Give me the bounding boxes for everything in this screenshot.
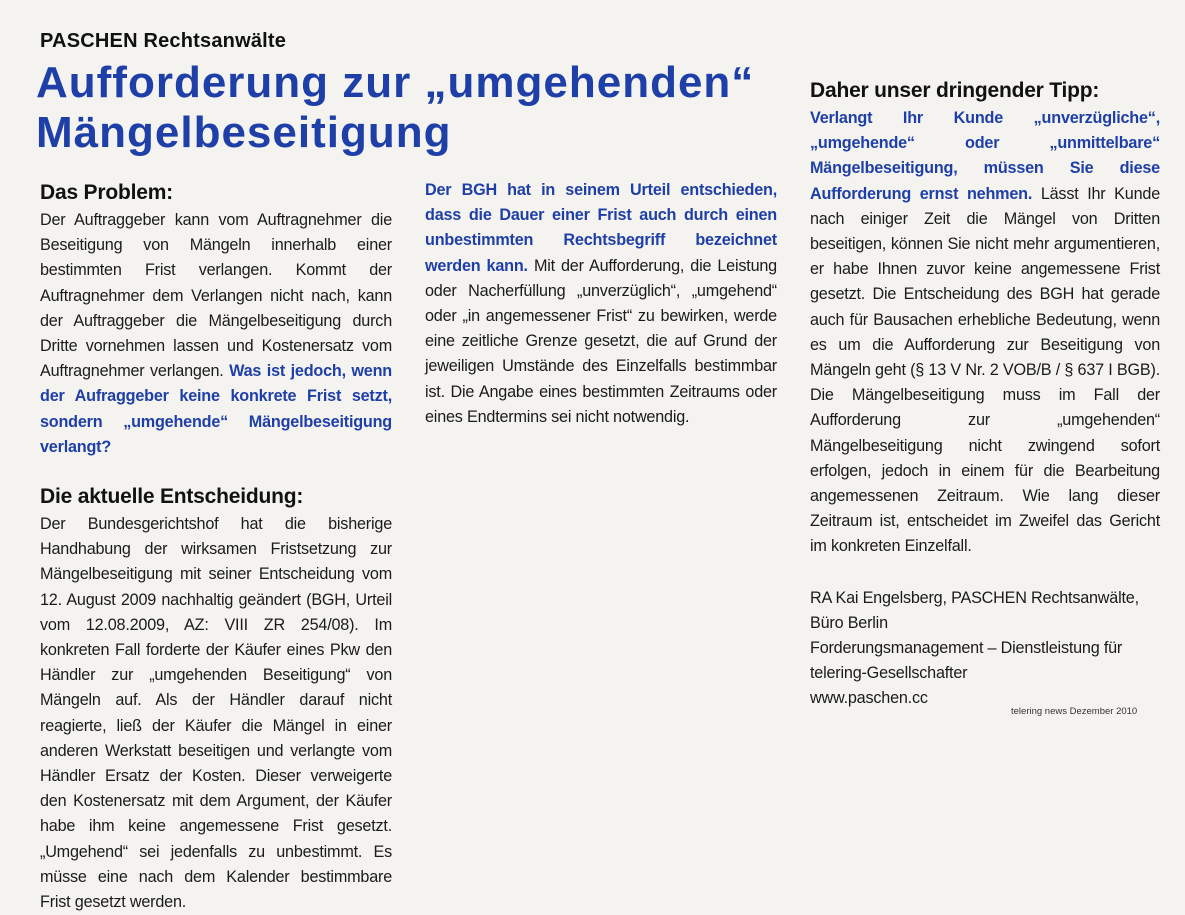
- publisher-kicker: PASCHEN Rechtsanwälte: [40, 30, 287, 52]
- problem-highlight: Was ist jedoch, wenn der Aufraggeber keine konkrete Frist setzt, sondern „umgehende“ Mängelbeseitigung verlangt?: [40, 362, 392, 456]
- article-headline: [36, 58, 754, 158]
- problem-heading: Das Problem:: [40, 181, 173, 204]
- problem-text: Der Auftraggeber kann vom Auftragnehmer die Beseitigung von Mängeln innerhalb einer bestimmten Frist verlangen. Kommt der Auftragnehmer dem Verlangen nicht nach, kann der Auftraggeber die Mängelbeseitigung durch Dritte vornehmen lassen und Kostenersatz vom Auftragnehmer verlangen.: [40, 211, 392, 381]
- column-right: [810, 76, 1160, 712]
- tip-paragraph: [810, 106, 1160, 560]
- decision-highlight: Der BGH hat in seinem Urteil entschieden, dass die Dauer einer Frist auch durch einen unbestimmten Rechtsbegriff bezeichnet werden kann.: [425, 181, 777, 275]
- decision-heading: Die aktuelle Entscheidung:: [40, 485, 304, 509]
- column-left: [40, 178, 392, 915]
- tip-text: Lässt Ihr Kunde nach einiger Zeit die Mängel von Dritten beseitigen, können Sie nicht mehr argumentieren, er habe Ihnen zuvor keine angemessene Frist gesetzt. Die Entscheidung des BGH hat gerade auch für Bausachen erhebliche Bedeutung, wenn es um die Aufforderung zur Beseitigung von Mängeln geht (§ 13 V Nr. 2 VOB/B / § 637 I BGB). Die Mängelbeseitigung muss im Fall der Aufforderung zur „umgehenden“ Mängelbeseitigung nicht zwingend sofort erfolgen, jedoch in einem für die Bearbeitung angemessenen Zeitraum. Wie lang dieser Zeitraum ist, entscheidet im Zweifel das Gericht im konkreten Einzelfall.: [810, 184, 1160, 556]
- author-signature: [810, 586, 1160, 712]
- signature-line-3: Forderungsmanagement – Dienstleistung für: [810, 639, 1123, 658]
- decision-paragraph: Der Bundesgerichtshof hat die bisherige Handhabung der wirksamen Fristsetzung zur Mängelbeseitigung mit seiner Entscheidung vom 12. August 2009 nachhaltig geändert (BGH, Urteil vom 12.08.2009, AZ: VIII ZR 254/08). Im konkreten Fall forderte der Käufer eines Pkw den Händler zur „umgehenden Beseitigung“ von Mängeln auf. Als der Händler darauf nicht reagierte, ließ der Käufer die Mängel in einer anderen Werkstatt beseitigen und verlangte vom Händler Ersatz der Kosten. Dieser verweigerte den Kostenersatz mit dem Argument, der Käufer habe ihm keine angemessene Frist gesetzt. „Umgehend“ sei jedenfalls zu unbestimmt. Es müsse eine nach dem Kalender bestimmbare Frist gesetzt werden.: [40, 515, 392, 912]
- signature-website: www.paschen.cc: [810, 689, 928, 708]
- tip-highlight: Verlangt Ihr Kunde „unverzügliche“, „umgehende“ oder „unmittelbare“ Mängelbeseitigung, müssen Sie diese Aufforderung ernst nehmen.: [810, 109, 1160, 203]
- tip-heading: Daher unser dringender Tipp:: [810, 79, 1100, 102]
- problem-paragraph: [40, 208, 392, 460]
- headline-line-2: Mängelbeseitigung: [36, 108, 452, 157]
- page-footer: telering news Dezember 2010: [1011, 706, 1138, 717]
- column-middle: [425, 178, 777, 430]
- signature-line-4: telering-Gesellschafter: [810, 664, 968, 683]
- decision-highlight-paragraph: [425, 178, 777, 430]
- decision-followup-text: Mit der Aufforderung, die Leistung oder Nacherfüllung „unverzüglich“, „umgehend“ oder „in angemessener Frist“ zu bewirken, werde eine zeitliche Grenze gesetzt, die auf Grund der jeweiligen Umstände des Einzelfalls bestimmbar ist. Die Angabe eines bestimmten Zeitraums oder eines Endtermins sei nicht notwendig.: [425, 256, 777, 426]
- signature-line-1: RA Kai Engelsberg, PASCHEN Rechtsanwälte,: [810, 588, 1139, 607]
- signature-line-2: Büro Berlin: [810, 613, 888, 632]
- headline-line-1: Aufforderung zur „umgehenden“: [36, 58, 755, 107]
